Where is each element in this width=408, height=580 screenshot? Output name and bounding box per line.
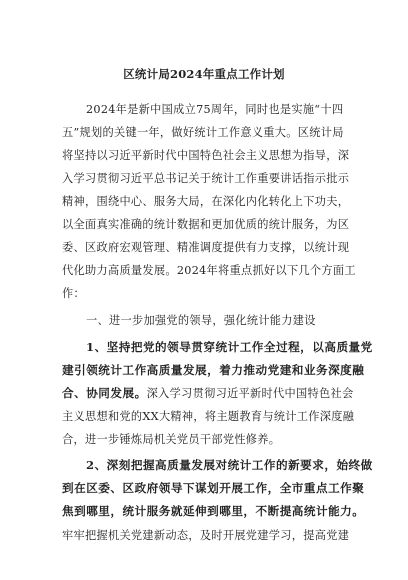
item-1-line-4: 主义思想和党的XX大精神，将主题教育与统计工作深度融 xyxy=(62,410,355,423)
item-2-bold-line-3: 焦到哪里，统计服务就延伸到哪里，不断提高统计能力。 xyxy=(62,504,365,518)
section-1-heading: 一、进一步加强党的领导，强化统计能力建设 xyxy=(86,314,316,327)
item-1-line-3-bold: 合、协同发展。 xyxy=(62,386,147,400)
intro-line-4: 入学习贯彻习近平总书记关于统计工作重要讲话指示批示 xyxy=(62,172,350,185)
intro-line-6: 以全面真实准确的统计数据和更加优质的统计服务，为区 xyxy=(62,218,350,231)
intro-line-1: 2024年是新中国成立75周年，同时也是实施“十四 xyxy=(86,103,344,116)
intro-line-7: 委、区政府宏观管理、精准调度提供有力支撑，以统计现 xyxy=(62,241,350,254)
intro-line-8: 代化助力高质量发展。2024年将重点抓好以下几个方面工 xyxy=(62,264,356,277)
intro-line-3: 将坚持以习近平新时代中国特色社会主义思想为指导，深 xyxy=(62,149,350,162)
intro-line-2: 五”规划的关键一年，做好统计工作意义重大。区统计局 xyxy=(62,126,344,139)
item-2-bold-line-1: 2、深刻把握高质量发展对统计工作的新要求，始终做 xyxy=(86,458,373,472)
item-1-line-5: 合，进一步锤炼局机关党员干部党性修养。 xyxy=(62,433,281,446)
document-title: 区统计局2024年重点工作计划 xyxy=(123,67,285,81)
item-1-line-3-rest: 深入学习贯彻习近平新时代中国特色社会 xyxy=(146,387,354,400)
item-1-bold-line-1: 1、坚持把党的领导贯穿统计工作全过程，以高质量党 xyxy=(86,340,373,354)
item-2-bold-line-2: 到在区委、区政府领导下谋划开展工作，全市重点工作聚 xyxy=(62,481,365,495)
item-1-line-3 xyxy=(62,385,353,401)
intro-line-5: 精神，围绕中心、服务大局，在深化内化转化上下功夫， xyxy=(62,195,350,208)
item-1-bold-line-2: 建引领统计工作高质量发展，着力推动党建和业务深度融 xyxy=(62,363,365,377)
item-2-line-4: 牢牢把握机关党建新动态，及时开展党建学习，提高党建 xyxy=(62,529,350,542)
intro-line-9: 作： xyxy=(62,287,85,300)
